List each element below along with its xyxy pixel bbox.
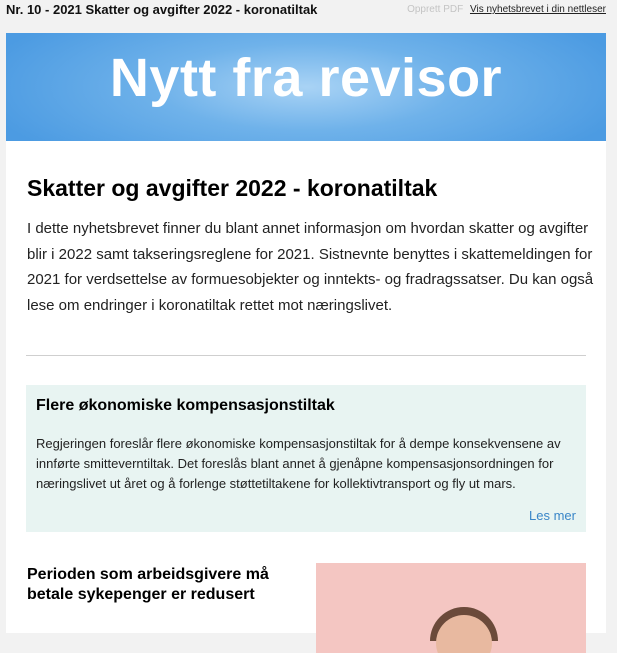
info-box-compensation — [26, 385, 586, 532]
info-box-title: Flere økonomiske kompensasjonstiltak — [36, 397, 335, 414]
page-title: Skatter og avgifter 2022 - koronatiltak — [27, 175, 438, 201]
top-links — [407, 4, 606, 15]
info-box-body: Regjeringen foreslår flere økonomiske kompensasjonstiltak for å dempe konsekvensene av innførte smitteverntiltak. Det foreslås blant annet å gjenåpne kompensasjonsordningen for næringslivet ut året og å forlenge støttetiltakene for kollektivtransport og fly ut mars. — [36, 436, 561, 491]
banner-logo-text: Nytt fra revisor — [109, 48, 503, 108]
top-bar — [0, 0, 617, 26]
view-in-browser-link[interactable]: Vis nyhetsbrevet i din nettleser — [469, 4, 606, 15]
header-banner — [6, 33, 606, 141]
intro-paragraph: I dette nyhetsbrevet finner du blant annet informasjon om hvordan skatter og avgifter blir i 2022 samt takseringsreglene for 2021. Sistnevnte benyttes i skattemeldingen for 2021 for verdsettelse av formuesobjekter og inntekts- og fradragssatser. Du kan også lese om endringer i koronatiltak rettet mot næringslivet. — [27, 220, 594, 314]
read-more-link[interactable]: Les mer — [529, 508, 576, 523]
newsletter-card — [6, 33, 606, 633]
create-pdf-link[interactable]: Opprett PDF — [407, 4, 464, 15]
section-divider — [26, 355, 586, 356]
article-image[interactable] — [316, 563, 586, 653]
article-heading-sick-pay[interactable]: Perioden som arbeidsgivere må betale sykepenger er redusert — [27, 566, 269, 603]
issue-title: Nr. 10 - 2021 Skatter og avgifter 2022 - koronatiltak — [6, 2, 318, 17]
